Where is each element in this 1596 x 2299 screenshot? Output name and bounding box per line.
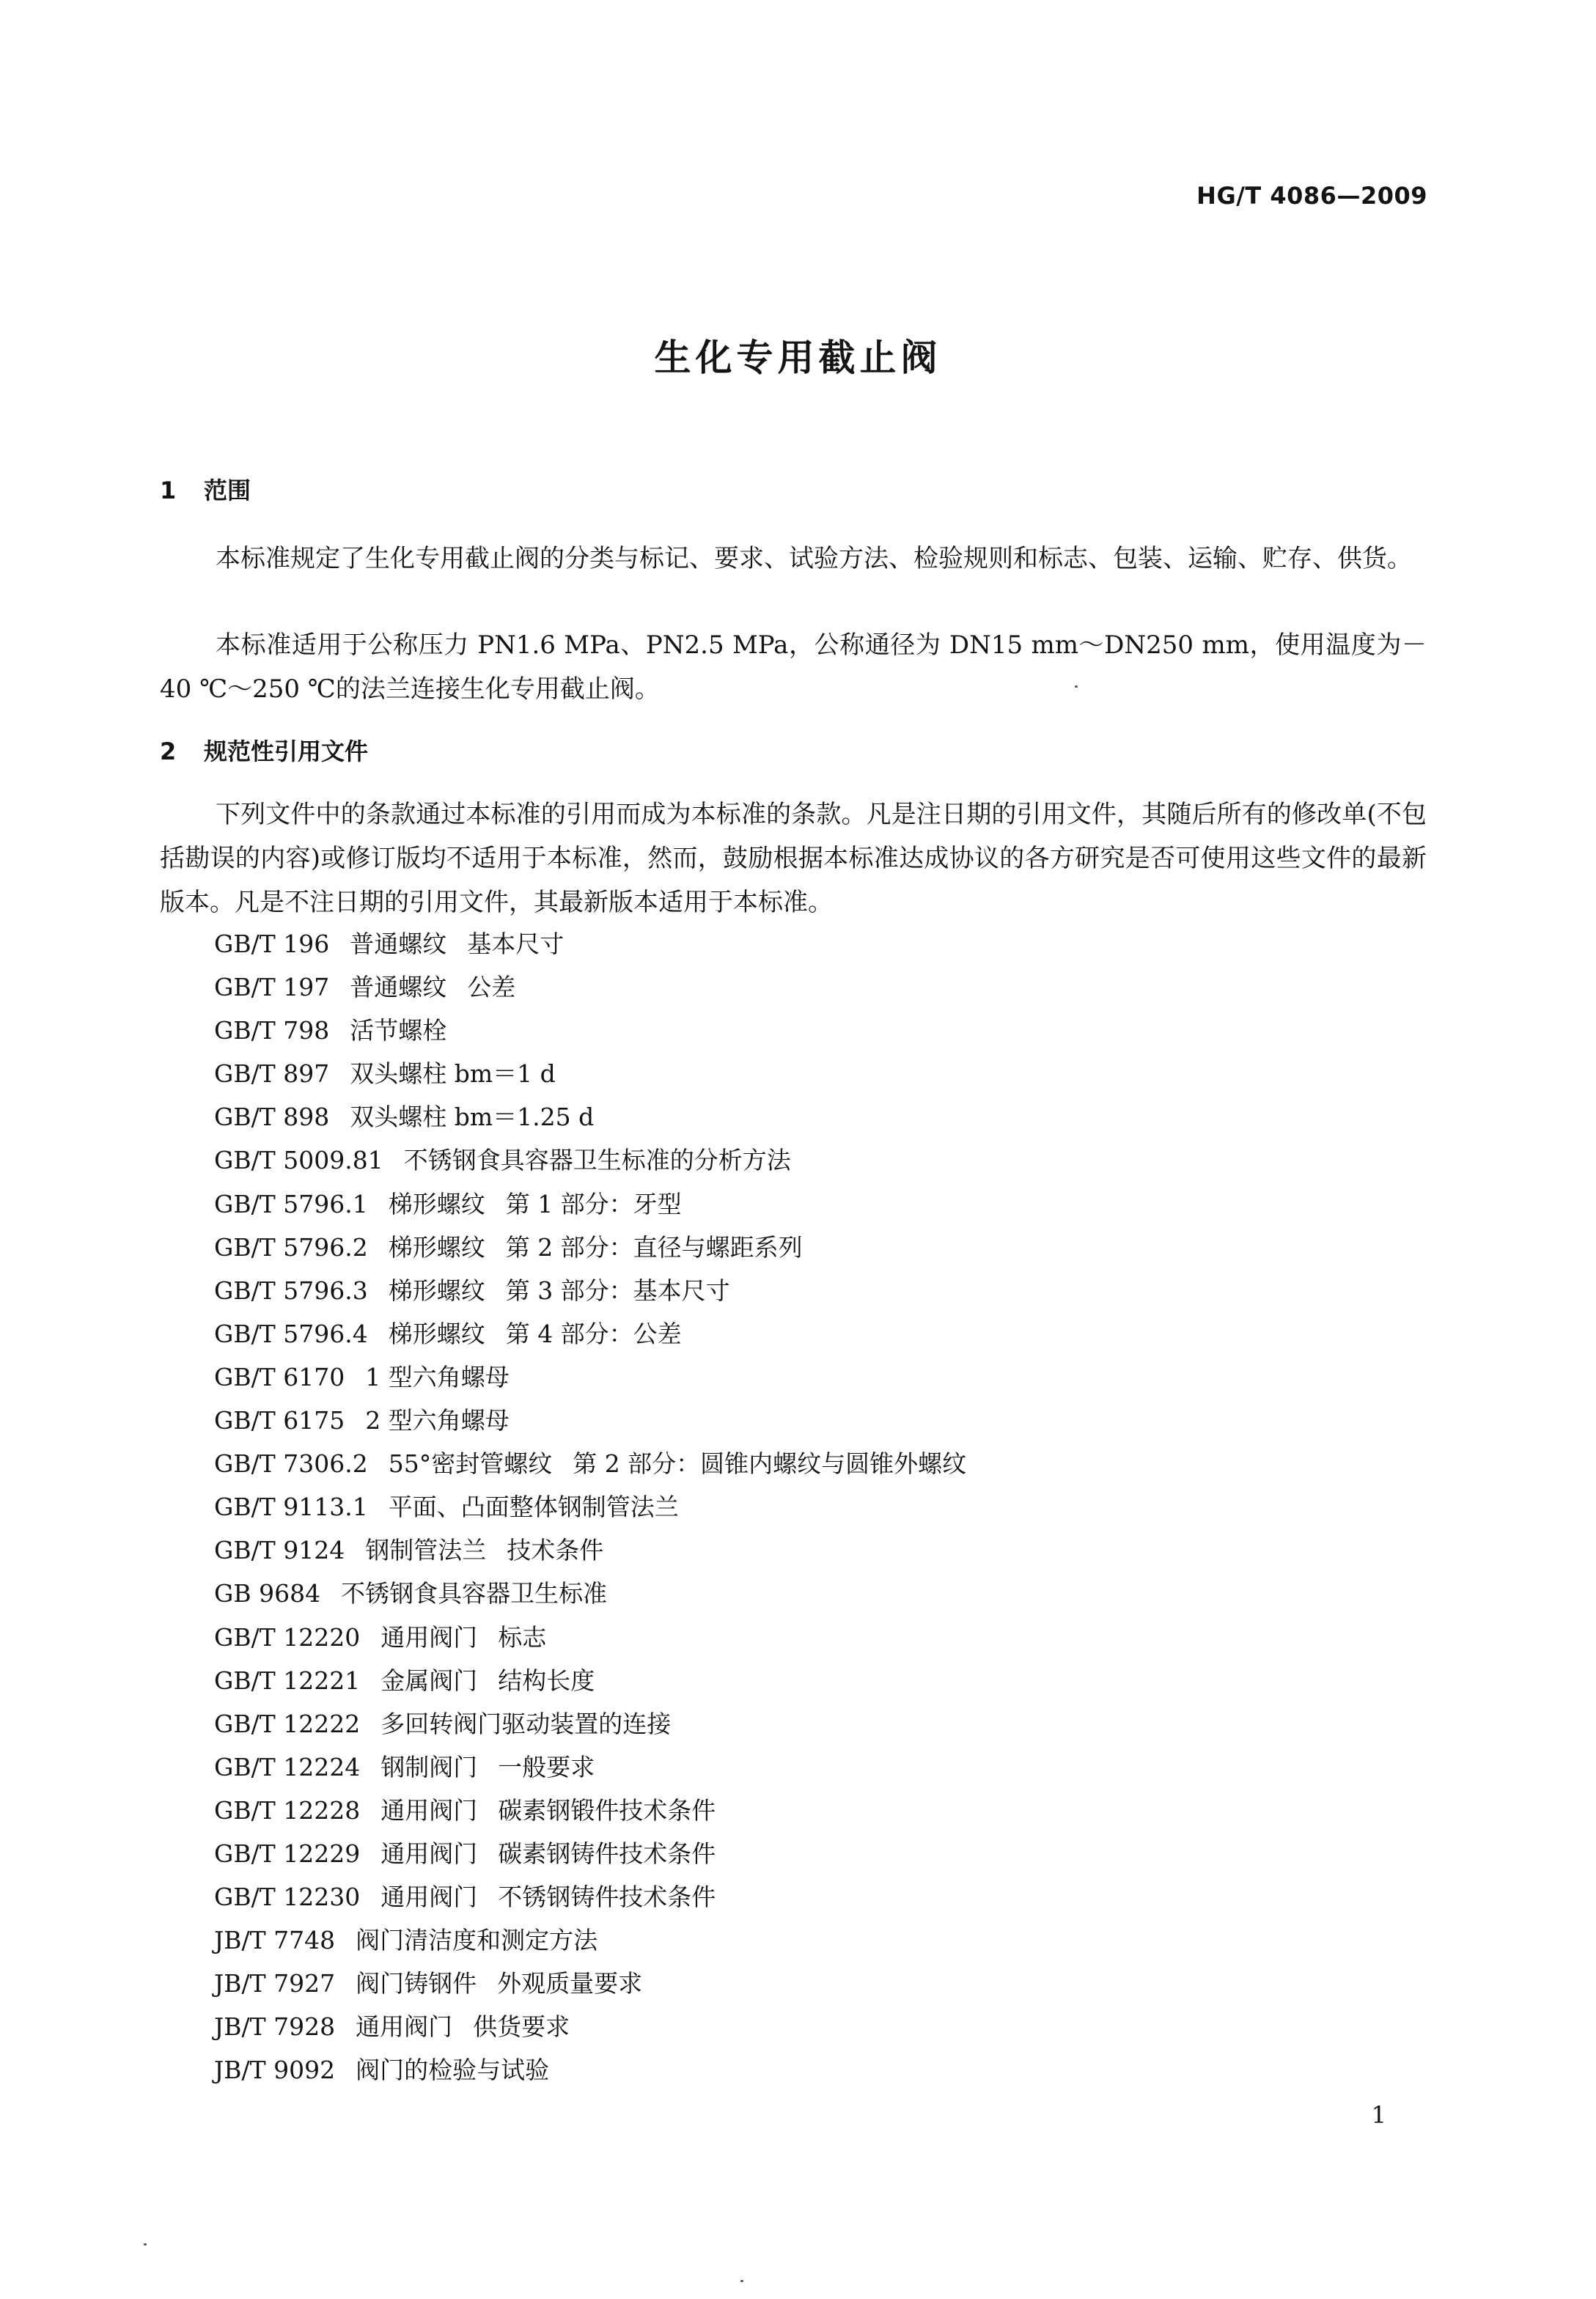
reference-code: GB/T 6170 — [214, 1362, 345, 1391]
reference-title: 普通螺纹 — [350, 930, 447, 958]
reference-title: 通用阀门 — [380, 1795, 478, 1825]
reference-title: 活节螺栓 — [350, 1016, 447, 1045]
reference-item — [214, 1182, 966, 1226]
scan-speck — [740, 2280, 743, 2282]
reference-subtitle: 基本尺寸 — [467, 930, 565, 958]
reference-item — [214, 1832, 966, 1875]
reference-title: 钢制管法兰 — [365, 1536, 487, 1565]
reference-code: GB/T 12230 — [214, 1883, 361, 1912]
reference-subtitle: 标志 — [498, 1622, 547, 1652]
reference-title: 阀门的检验与试验 — [356, 2056, 550, 2085]
reference-subtitle: 一般要求 — [498, 1752, 595, 1781]
reference-title: 不锈钢食具容器卫生标准的分析方法 — [403, 1146, 791, 1175]
reference-title: 钢制阀门 — [380, 1752, 478, 1781]
reference-item — [214, 1485, 966, 1529]
reference-code: GB/T 9113.1 — [214, 1493, 368, 1522]
reference-subtitle: 公差 — [467, 973, 516, 1002]
reference-subtitle: 第 1 部分：牙型 — [505, 1189, 682, 1218]
reference-code: GB/T 9124 — [214, 1536, 345, 1565]
reference-item — [214, 1356, 966, 1399]
page-number: 1 — [1371, 2101, 1386, 2129]
reference-code: GB 9684 — [214, 1579, 321, 1608]
reference-subtitle: 第 2 部分：圆锥内螺纹与圆锥外螺纹 — [573, 1449, 967, 1479]
reference-item — [214, 2048, 966, 2092]
reference-code: GB/T 12224 — [214, 1752, 361, 1781]
reference-item — [214, 1139, 966, 1182]
reference-item — [214, 1702, 966, 1746]
section-1-heading — [160, 472, 251, 506]
reference-code: GB/T 5796.3 — [214, 1276, 368, 1305]
reference-subtitle: 碳素钢铸件技术条件 — [498, 1839, 716, 1868]
reference-item — [214, 1009, 966, 1052]
reference-title: 多回转阀门驱动装置的连接 — [380, 1709, 672, 1738]
reference-code: GB/T 196 — [214, 930, 330, 958]
reference-title: 平面、凸面整体钢制管法兰 — [388, 1493, 679, 1522]
reference-code: JB/T 7748 — [214, 1926, 336, 1955]
reference-code: GB/T 5009.81 — [214, 1146, 383, 1175]
reference-item — [214, 965, 966, 1009]
scan-speck — [144, 2243, 147, 2245]
reference-code: GB/T 5796.2 — [214, 1232, 368, 1262]
reference-code: GB/T 6175 — [214, 1406, 345, 1435]
section-title: 范围 — [204, 477, 251, 504]
reference-title: 普通螺纹 — [350, 973, 447, 1002]
reference-title: 双头螺柱 bm＝1.25 d — [350, 1103, 595, 1132]
document-title: 生化专用截止阀 — [654, 336, 942, 379]
reference-title: 双头螺柱 bm＝1 d — [350, 1059, 556, 1089]
reference-code: GB/T 12229 — [214, 1839, 361, 1868]
reference-subtitle: 碳素钢锻件技术条件 — [498, 1795, 716, 1825]
reference-code: JB/T 7927 — [214, 1969, 336, 1998]
reference-title: 梯形螺纹 — [388, 1319, 485, 1348]
reference-title: 梯形螺纹 — [388, 1232, 485, 1262]
reference-subtitle: 技术条件 — [507, 1536, 604, 1565]
reference-code: GB/T 12222 — [214, 1709, 361, 1738]
reference-subtitle: 供货要求 — [473, 2012, 570, 2042]
scope-paragraph-2: 本标准适用于公称压力 PN1.6 MPa、PN2.5 MPa，公称通径为 DN15 mm～DN250 mm，使用温度为－40 ℃～250 ℃的法兰连接生化专用截止阀。 — [160, 630, 1427, 704]
reference-item — [214, 1095, 966, 1139]
references-intro-paragraph: 下列文件中的条款通过本标准的引用而成为本标准的条款。凡是注日期的引用文件，其随后所有的修改单(不包括勘误的内容)或修订版均不适用于本标准，然而，鼓励根据本标准达成协议的各方研究是否可使用这些文件的最新版本。凡是不注日期的引用文件，其最新版本适用于本标准。 — [160, 800, 1427, 917]
reference-title: 通用阀门 — [380, 1883, 478, 1912]
reference-item — [214, 1659, 966, 1702]
reference-item — [214, 1226, 966, 1269]
reference-code: GB/T 5796.1 — [214, 1189, 368, 1218]
section-title: 规范性引用文件 — [204, 737, 369, 765]
reference-subtitle: 第 2 部分：直径与螺距系列 — [505, 1232, 803, 1262]
reference-code: GB/T 5796.4 — [214, 1319, 368, 1348]
reference-code: GB/T 12228 — [214, 1795, 361, 1825]
reference-title: 通用阀门 — [380, 1622, 478, 1652]
section-number: 2 — [160, 737, 177, 765]
reference-title: 不锈钢食具容器卫生标准 — [341, 1579, 608, 1608]
reference-item — [214, 1269, 966, 1312]
reference-item — [214, 1919, 966, 1962]
reference-title: 金属阀门 — [380, 1666, 478, 1695]
reference-subtitle: 不锈钢铸件技术条件 — [498, 1883, 716, 1912]
scope-paragraph-1: 本标准规定了生化专用截止阀的分类与标记、要求、试验方法、检验规则和标志、包装、运输、贮存、供货。 — [216, 544, 1412, 573]
reference-item — [214, 1052, 966, 1095]
reference-item — [214, 1399, 966, 1442]
reference-item — [214, 922, 966, 965]
reference-title: 通用阀门 — [380, 1839, 478, 1868]
reference-item — [214, 1442, 966, 1485]
reference-item — [214, 1789, 966, 1832]
document-number: HG/T 4086—2009 — [1196, 182, 1427, 210]
reference-item — [214, 1572, 966, 1615]
reference-code: GB/T 898 — [214, 1103, 330, 1132]
reference-code: JB/T 7928 — [214, 2012, 336, 2042]
reference-item — [214, 1312, 966, 1356]
reference-subtitle: 结构长度 — [498, 1666, 595, 1695]
reference-code: JB/T 9092 — [214, 2056, 336, 2085]
reference-item — [214, 1616, 966, 1659]
reference-subtitle: 第 3 部分：基本尺寸 — [505, 1276, 730, 1305]
reference-title: 2 型六角螺母 — [365, 1406, 510, 1435]
reference-code: GB/T 798 — [214, 1016, 330, 1045]
reference-item — [214, 1529, 966, 1572]
reference-item — [214, 1746, 966, 1789]
reference-title: 1 型六角螺母 — [365, 1362, 510, 1391]
reference-title: 梯形螺纹 — [388, 1189, 485, 1218]
reference-code: GB/T 12221 — [214, 1666, 361, 1695]
section-2-heading — [160, 733, 368, 767]
reference-item — [214, 1875, 966, 1919]
reference-subtitle: 外观质量要求 — [497, 1969, 643, 1998]
reference-title: 梯形螺纹 — [388, 1276, 485, 1305]
reference-item — [214, 2005, 966, 2048]
scan-speck — [1075, 685, 1078, 688]
reference-code: GB/T 7306.2 — [214, 1449, 368, 1479]
reference-title: 通用阀门 — [356, 2012, 453, 2042]
reference-title: 阀门铸钢件 — [356, 1969, 477, 1998]
reference-code: GB/T 197 — [214, 973, 330, 1002]
reference-item — [214, 1962, 966, 2005]
section-number: 1 — [160, 477, 177, 504]
reference-subtitle: 第 4 部分：公差 — [505, 1319, 682, 1348]
reference-list — [214, 922, 966, 2092]
reference-title: 55°密封管螺纹 — [388, 1449, 553, 1479]
reference-code: GB/T 897 — [214, 1059, 330, 1089]
reference-title: 阀门清洁度和测定方法 — [356, 1926, 598, 1955]
reference-code: GB/T 12220 — [214, 1622, 361, 1652]
